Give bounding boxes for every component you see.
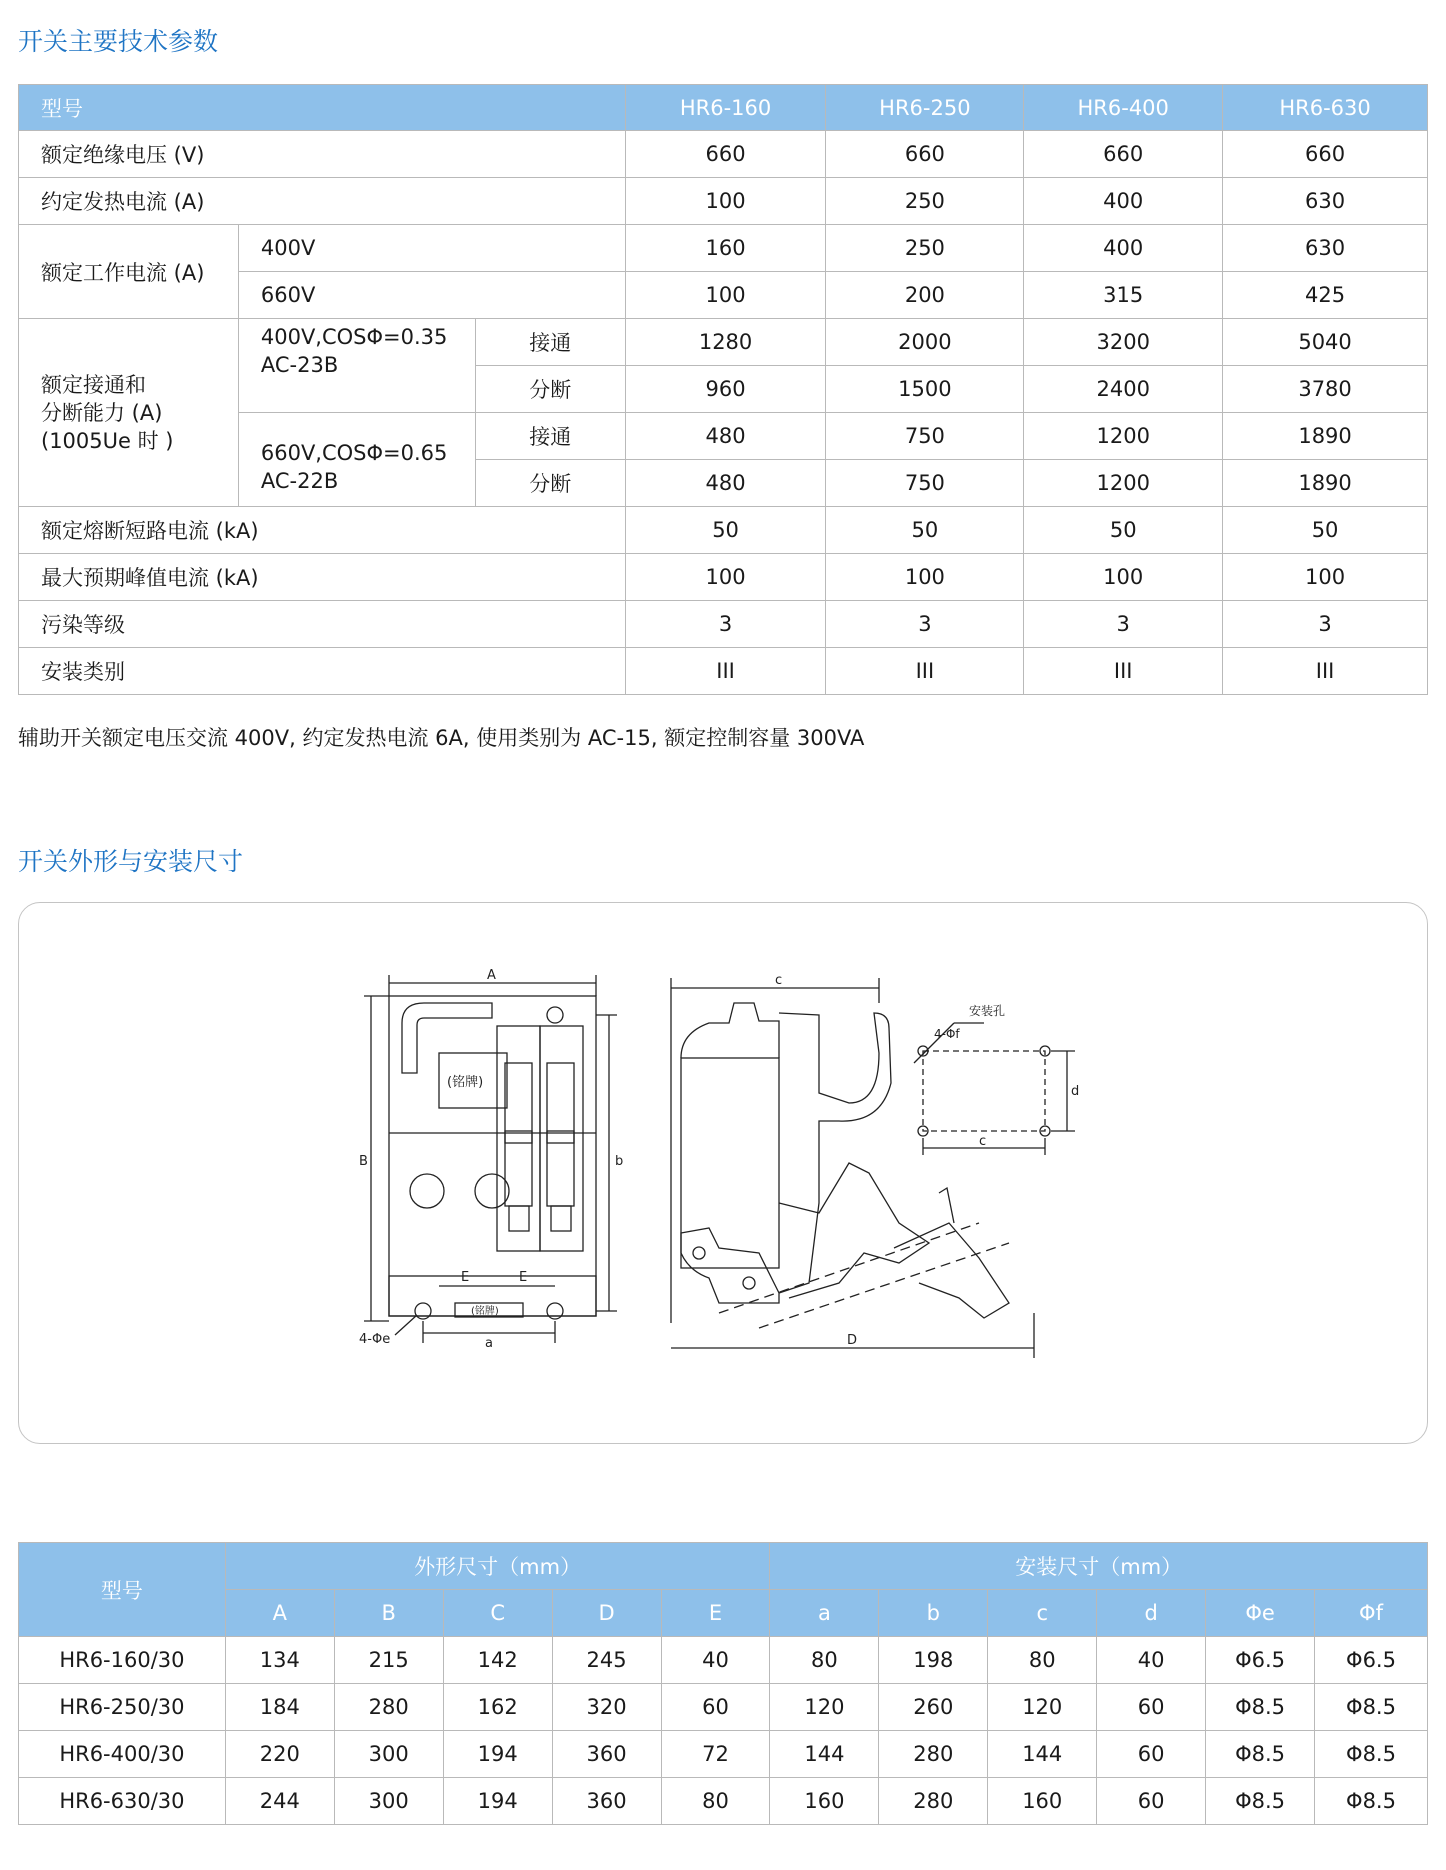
cell: 144 [770, 1731, 879, 1778]
cell: 1890 [1223, 413, 1428, 460]
dim-label: E [519, 1270, 528, 1285]
cell: Φ8.5 [1206, 1684, 1315, 1731]
table-row [19, 601, 1428, 648]
table-row [19, 648, 1428, 695]
model-cell: HR6-400/30 [19, 1731, 226, 1778]
column-header: D [552, 1590, 661, 1637]
cell: 960 [625, 366, 826, 413]
cell: Φ8.5 [1315, 1731, 1428, 1778]
cell: 480 [625, 460, 826, 507]
cell: 72 [661, 1731, 770, 1778]
cell: 360 [552, 1731, 661, 1778]
column-header: c [988, 1590, 1097, 1637]
cell: 60 [661, 1684, 770, 1731]
label-line: 分断能力 (A) [41, 400, 163, 425]
column-header: E [661, 1590, 770, 1637]
cell: III [625, 648, 826, 695]
cell: 1890 [1223, 460, 1428, 507]
dim-label: c [979, 1134, 987, 1149]
cell: 5040 [1223, 319, 1428, 366]
cell: 250 [826, 178, 1024, 225]
model-cell: HR6-250/30 [19, 1684, 226, 1731]
cell: 2000 [826, 319, 1024, 366]
row-label-making-breaking [19, 319, 239, 507]
cell: 660 [1024, 131, 1223, 178]
dim-label: 4-Φe [359, 1332, 391, 1347]
table-row [19, 1731, 1428, 1778]
cell: 160 [625, 225, 826, 272]
cell: 3 [826, 601, 1024, 648]
cell: 3 [1223, 601, 1428, 648]
cell: 244 [225, 1778, 334, 1825]
cell: 220 [225, 1731, 334, 1778]
cell: 630 [1223, 178, 1428, 225]
cell: 194 [443, 1731, 552, 1778]
cell: 198 [879, 1637, 988, 1684]
dim-header-row [19, 1543, 1428, 1590]
break-label: 分断 [475, 366, 625, 413]
model-header: 型号 [19, 1543, 226, 1637]
make-label: 接通 [475, 413, 625, 460]
row-label: 约定发热电流 (A) [19, 178, 626, 225]
dimension-drawing [19, 903, 1427, 1443]
mounting-hole-diagram [914, 1023, 1075, 1155]
cell: 200 [826, 272, 1024, 319]
cell: 280 [879, 1731, 988, 1778]
cell: 100 [625, 272, 826, 319]
cell: 425 [1223, 272, 1428, 319]
dim-label: c [775, 973, 783, 988]
condition-label [238, 413, 475, 507]
spec-header-row [19, 85, 1428, 131]
aux-switch-note: 辅助开关额定电压交流 400V, 约定发热电流 6A, 使用类别为 AC-15, 额定控制容量 300VA [18, 726, 865, 750]
cell: 80 [770, 1637, 879, 1684]
cell: 320 [552, 1684, 661, 1731]
table-row [19, 319, 1428, 366]
cell: Φ8.5 [1315, 1778, 1428, 1825]
dim-label: E [461, 1270, 470, 1285]
cell: 660 [1223, 131, 1428, 178]
cell: 50 [625, 507, 826, 554]
section-title-dimensions: 开关外形与安装尺寸 [18, 847, 244, 876]
cell: 80 [988, 1637, 1097, 1684]
cell: 80 [661, 1778, 770, 1825]
row-label: 额定工作电流 (A) [19, 225, 239, 319]
mount-dims-header: 安装尺寸（mm） [770, 1543, 1428, 1590]
cell: 660 [826, 131, 1024, 178]
cell: 120 [770, 1684, 879, 1731]
label-line: AC-22B [260, 468, 339, 493]
cell: 300 [334, 1778, 443, 1825]
cell: 194 [443, 1778, 552, 1825]
table-row [19, 507, 1428, 554]
cell: 315 [1024, 272, 1223, 319]
break-label: 分断 [475, 460, 625, 507]
cell: Φ8.5 [1206, 1731, 1315, 1778]
label-line: (1005Ue 时 ) [41, 428, 174, 453]
dim-label: a [485, 1336, 493, 1351]
label-line: AC-23B [260, 353, 339, 377]
cell: 100 [625, 554, 826, 601]
table-row [19, 1637, 1428, 1684]
cell: 280 [334, 1684, 443, 1731]
cell: 134 [225, 1637, 334, 1684]
column-header: C [443, 1590, 552, 1637]
dimension-drawing-panel [18, 902, 1428, 1444]
column-header: a [770, 1590, 879, 1637]
front-view [364, 975, 617, 1343]
cell: 250 [826, 225, 1024, 272]
cell: 160 [770, 1778, 879, 1825]
nameplate-label: (铭牌) [447, 1075, 484, 1090]
sub-label: 660V [238, 272, 625, 319]
table-row [19, 131, 1428, 178]
side-view [671, 978, 1034, 1358]
model-header: 型号 [19, 85, 626, 131]
table-row [19, 178, 1428, 225]
cell: 50 [1223, 507, 1428, 554]
cell: 60 [1097, 1684, 1206, 1731]
dim-label: b [615, 1154, 624, 1169]
cell: 40 [1097, 1637, 1206, 1684]
model-cell: HR6-160/30 [19, 1637, 226, 1684]
dimensions-table [18, 1542, 1428, 1825]
cell: 3 [625, 601, 826, 648]
cell: 142 [443, 1637, 552, 1684]
cell: 144 [988, 1731, 1097, 1778]
dim-label: d [1071, 1084, 1080, 1099]
row-label: 额定绝缘电压 (V) [19, 131, 626, 178]
cell: 184 [225, 1684, 334, 1731]
model-col: HR6-630 [1223, 85, 1428, 131]
cell: 480 [625, 413, 826, 460]
cell: 400 [1024, 178, 1223, 225]
cell: 1200 [1024, 413, 1223, 460]
column-header: Φf [1315, 1590, 1428, 1637]
row-label: 额定熔断短路电流 (kA) [19, 507, 626, 554]
cell: 40 [661, 1637, 770, 1684]
cell: III [1024, 648, 1223, 695]
dim-label: D [847, 1333, 858, 1348]
column-header: Φe [1206, 1590, 1315, 1637]
spec-table [18, 84, 1428, 695]
cell: 162 [443, 1684, 552, 1731]
section-title-specs: 开关主要技术参数 [18, 27, 219, 56]
cell: 750 [826, 460, 1024, 507]
cell: 60 [1097, 1731, 1206, 1778]
cell: 300 [334, 1731, 443, 1778]
cell: 120 [988, 1684, 1097, 1731]
cell: 3200 [1024, 319, 1223, 366]
model-col: HR6-400 [1024, 85, 1223, 131]
cell: 660 [625, 131, 826, 178]
make-label: 接通 [475, 319, 625, 366]
table-row [19, 1778, 1428, 1825]
cell: 100 [826, 554, 1024, 601]
cell: 1280 [625, 319, 826, 366]
row-label: 安装类别 [19, 648, 626, 695]
table-row [19, 225, 1428, 272]
cell: III [826, 648, 1024, 695]
label-line: 400V,COSΦ=0.35 [260, 325, 448, 349]
cell: 245 [552, 1637, 661, 1684]
cell: 3780 [1223, 366, 1428, 413]
cell: 50 [1024, 507, 1223, 554]
cell: 160 [988, 1778, 1097, 1825]
cell: Φ8.5 [1315, 1684, 1428, 1731]
cell: III [1223, 648, 1428, 695]
row-label: 最大预期峰值电流 (kA) [19, 554, 626, 601]
model-cell: HR6-630/30 [19, 1778, 226, 1825]
cell: 360 [552, 1778, 661, 1825]
column-header: B [334, 1590, 443, 1637]
cell: 260 [879, 1684, 988, 1731]
column-header: A [225, 1590, 334, 1637]
cell: 60 [1097, 1778, 1206, 1825]
cell: 2400 [1024, 366, 1223, 413]
outer-dims-header: 外形尺寸（mm） [225, 1543, 770, 1590]
cell: 400 [1024, 225, 1223, 272]
model-col: HR6-250 [826, 85, 1024, 131]
cell: Φ8.5 [1206, 1778, 1315, 1825]
cell: 100 [625, 178, 826, 225]
dim-label: A [487, 968, 496, 983]
sub-label: 400V [238, 225, 625, 272]
column-header: b [879, 1590, 988, 1637]
dim-subheader-row [19, 1590, 1428, 1637]
model-col: HR6-160 [625, 85, 826, 131]
cell: 3 [1024, 601, 1223, 648]
cell: 215 [334, 1637, 443, 1684]
cell: 1200 [1024, 460, 1223, 507]
cell: 750 [826, 413, 1024, 460]
cell: Φ6.5 [1206, 1637, 1315, 1684]
dim-label: 安装孔 [969, 1004, 1006, 1018]
table-row [19, 1684, 1428, 1731]
nameplate-label: (铭牌) [471, 1306, 499, 1317]
column-header: d [1097, 1590, 1206, 1637]
dim-label: B [359, 1154, 368, 1169]
condition-label [238, 319, 475, 413]
dim-label: 4-Φf [934, 1027, 960, 1041]
table-row [19, 554, 1428, 601]
row-label: 污染等级 [19, 601, 626, 648]
cell: 630 [1223, 225, 1428, 272]
cell: 280 [879, 1778, 988, 1825]
cell: 50 [826, 507, 1024, 554]
label-line: 额定接通和 [41, 372, 146, 397]
cell: 1500 [826, 366, 1024, 413]
cell: Φ6.5 [1315, 1637, 1428, 1684]
label-line: 660V,COSΦ=0.65 [260, 440, 448, 465]
cell: 100 [1024, 554, 1223, 601]
cell: 100 [1223, 554, 1428, 601]
